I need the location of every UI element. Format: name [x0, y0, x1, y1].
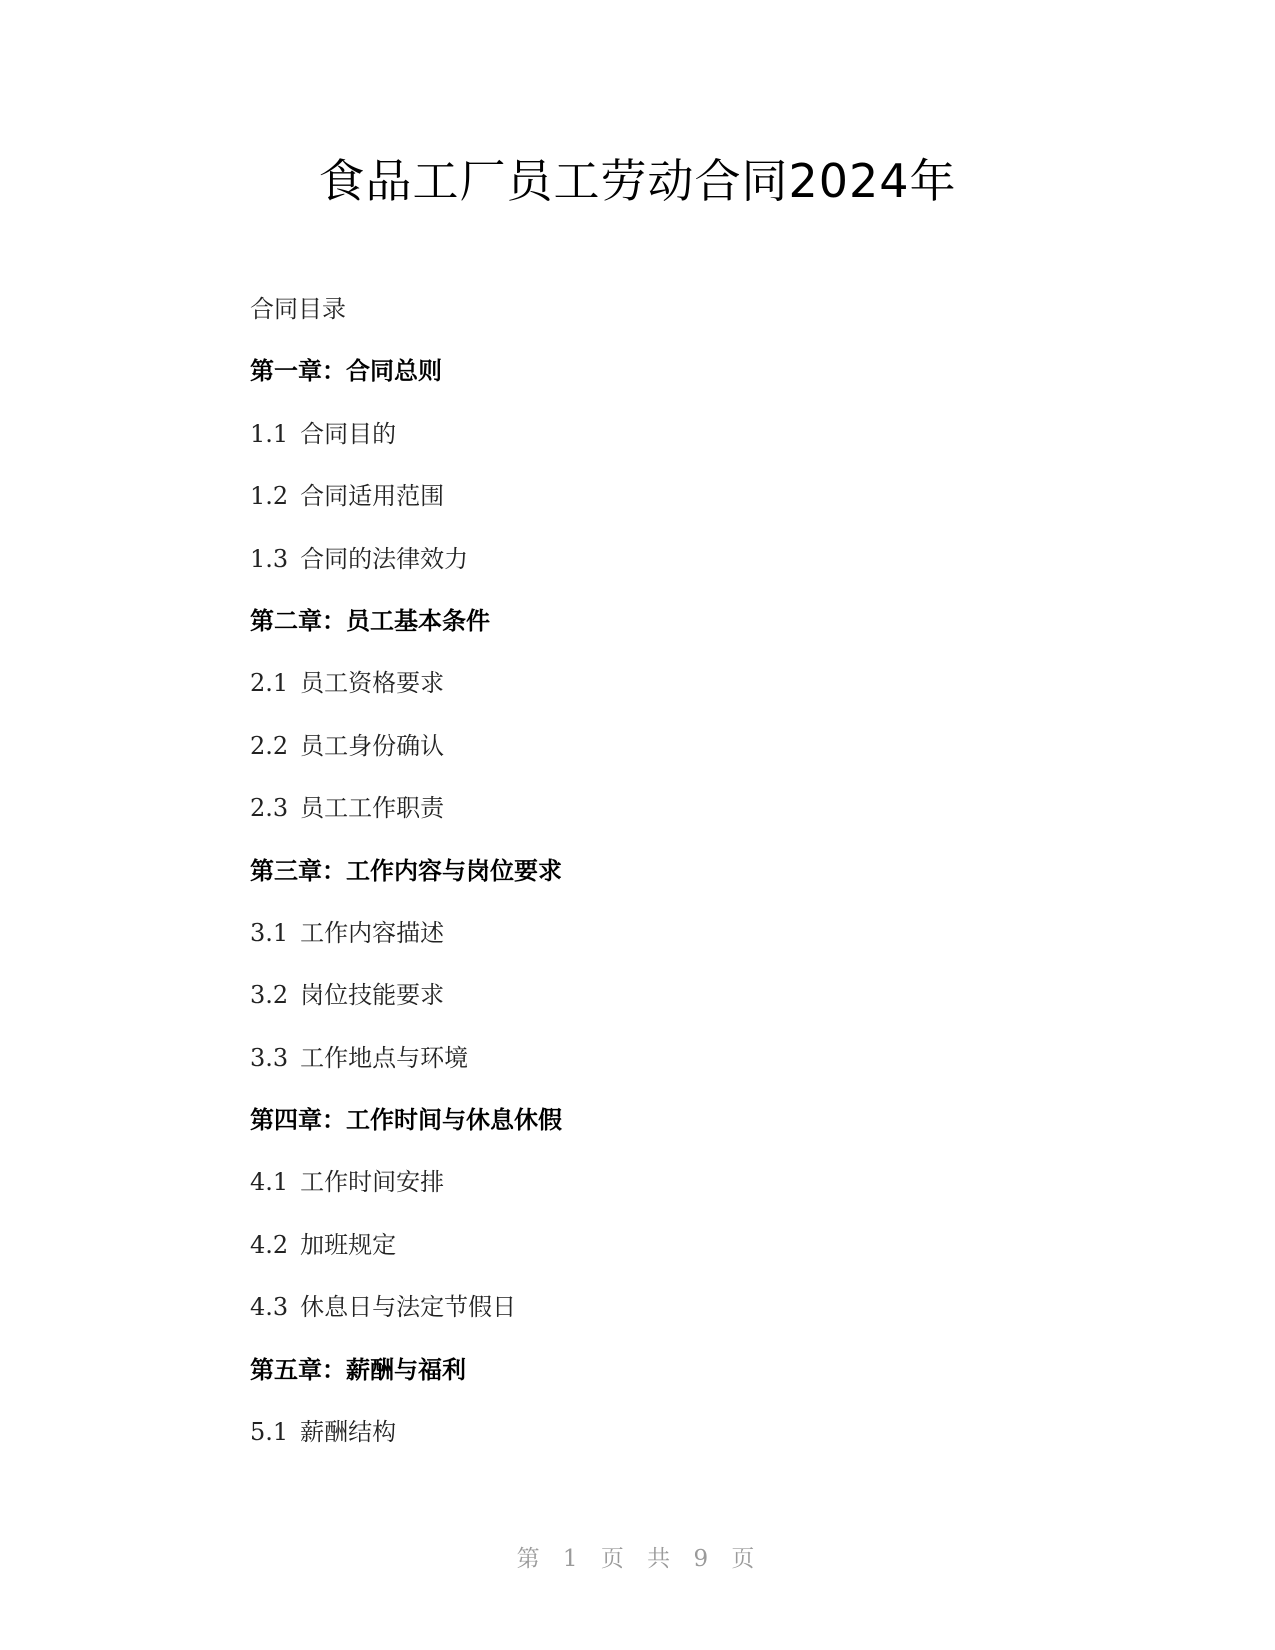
toc-item-1-1 [250, 417, 1050, 479]
toc-item-2-2 [250, 729, 1050, 791]
toc-item-3-1 [250, 916, 1050, 978]
toc-item-number: 1.3 [250, 544, 289, 573]
toc-item-number: 2.1 [250, 669, 289, 698]
toc-item-text: 工作地点与环境 [300, 1043, 469, 1072]
toc-item-number: 1.2 [250, 482, 289, 511]
toc-chapter-2: 第二章：员工基本条件 [250, 606, 490, 635]
toc-item-number: 3.3 [250, 1043, 289, 1072]
toc-item-text: 休息日与法定节假日 [300, 1293, 517, 1322]
toc-item-text: 工作时间安排 [300, 1168, 445, 1197]
toc-item-text: 合同的法律效力 [300, 544, 469, 573]
toc-item-5-1 [250, 1415, 1050, 1477]
toc-item-number: 4.2 [250, 1230, 289, 1259]
toc-item-4-1 [250, 1165, 1050, 1227]
document-title: 食品工厂员工劳动合同2024年 [318, 154, 957, 208]
toc-chapter-3: 第三章：工作内容与岗位要求 [250, 856, 562, 885]
toc-item-number: 2.2 [250, 731, 289, 760]
toc-item-3-2 [250, 978, 1050, 1040]
toc-item-text: 合同目的 [300, 419, 397, 448]
table-of-contents [250, 292, 1050, 1477]
toc-item-text: 员工资格要求 [300, 669, 445, 698]
toc-item-text: 合同适用范围 [300, 482, 445, 511]
toc-item-1-2 [250, 479, 1050, 541]
toc-item-2-3 [250, 791, 1050, 853]
toc-item-1-3 [250, 542, 1050, 604]
toc-item-text: 工作内容描述 [300, 918, 445, 947]
toc-item-number: 1.1 [250, 419, 289, 448]
toc-chapter-1: 第一章：合同总则 [250, 357, 442, 386]
toc-item-number: 4.3 [250, 1293, 289, 1322]
toc-item-number: 3.1 [250, 918, 289, 947]
toc-item-text: 加班规定 [300, 1230, 397, 1259]
toc-item-4-2 [250, 1228, 1050, 1290]
toc-item-text: 岗位技能要求 [300, 981, 445, 1010]
toc-chapter-4: 第四章：工作时间与休息休假 [250, 1106, 562, 1135]
toc-item-2-1 [250, 666, 1050, 728]
page-number-footer: 第 1 页 共 9 页 [516, 1546, 759, 1572]
toc-item-text: 员工工作职责 [300, 794, 445, 823]
toc-item-number: 2.3 [250, 794, 289, 823]
toc-item-number: 5.1 [250, 1418, 289, 1447]
toc-item-4-3 [250, 1290, 1050, 1352]
toc-item-number: 3.2 [250, 981, 289, 1010]
toc-item-number: 4.1 [250, 1168, 289, 1197]
toc-item-text: 薪酬结构 [300, 1418, 397, 1447]
toc-heading: 合同目录 [250, 295, 346, 323]
toc-chapter-5: 第五章：薪酬与福利 [250, 1355, 466, 1384]
toc-item-text: 员工身份确认 [300, 731, 445, 760]
toc-item-3-3 [250, 1041, 1050, 1103]
